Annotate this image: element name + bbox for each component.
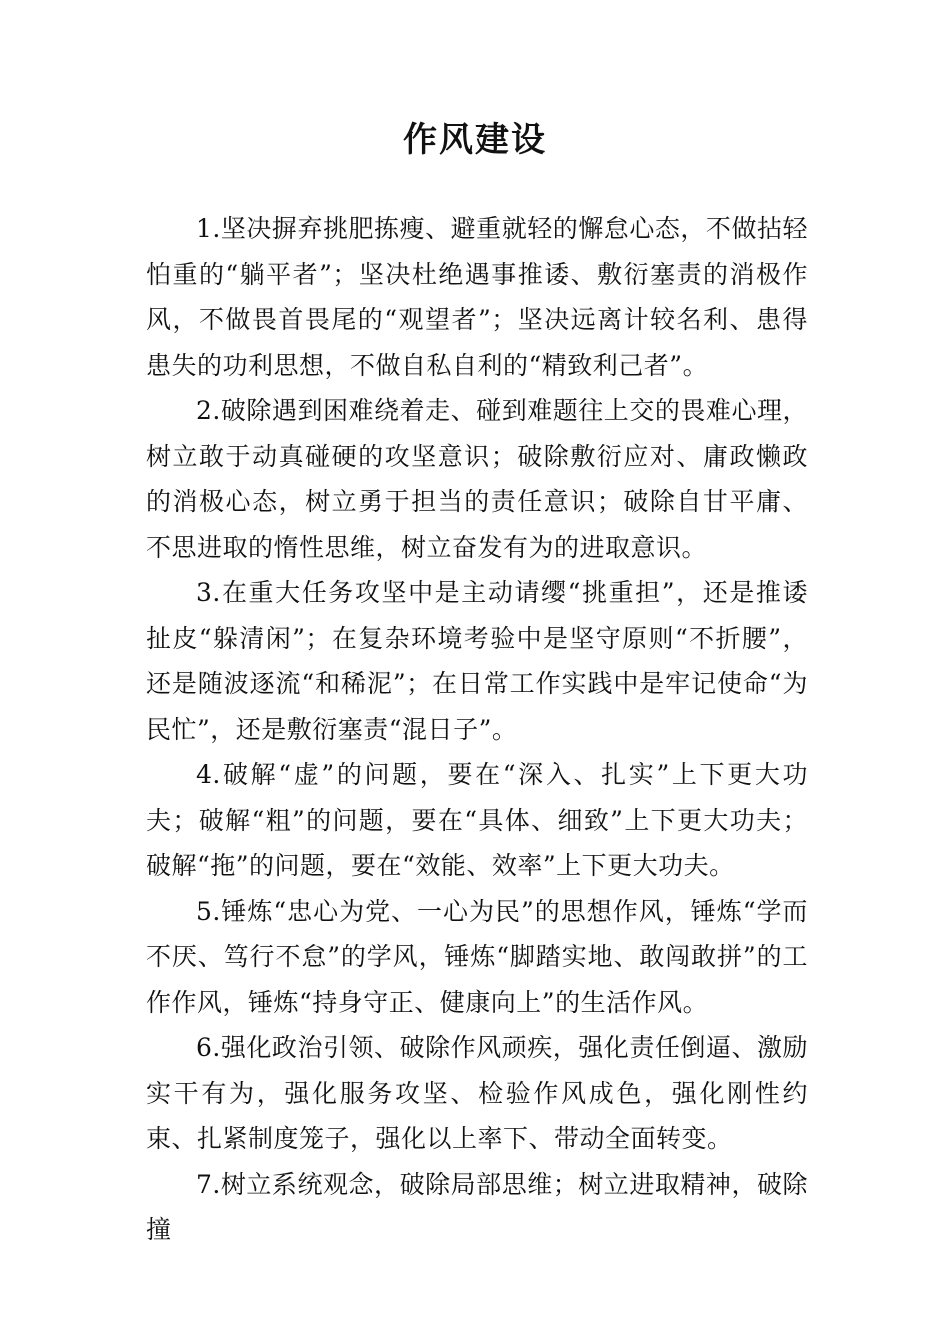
paragraph-6: 6.强化政治引领、破除作风顽疾，强化责任倒逼、激励实干有为，强化服务攻坚、检验作风成色，强化刚性约束、扎紧制度笼子，强化以上率下、带动全面转变。	[146, 1033, 808, 1153]
paragraph-5: 5.锤炼“忠心为党、一心为民”的思想作风，锤炼“学而不厌、笃行不怠”的学风，锤炼“脚踏实地、敢闯敢拼”的工作作风，锤炼“持身守正、健康向上”的生活作风。	[146, 896, 808, 1017]
paragraph-7: 7.树立系统观念，破除局部思维；树立进取精神，破除撞	[146, 1169, 808, 1244]
document-body	[146, 206, 808, 1253]
paragraph-1: 1.坚决摒弃挑肥拣瘦、避重就轻的懈怠心态，不做拈轻怕重的“躺平者”；坚决杜绝遇事推诿、敷衍塞责的消极作风，不做畏首畏尾的“观望者”；坚决远离计较名利、患得患失的功利思想，不做自私自利的“精致利己者”。	[146, 214, 808, 380]
document-title: 作风建设	[403, 120, 547, 160]
paragraph-2: 2.破除遇到困难绕着走、碰到难题往上交的畏难心理，树立敢于动真碰硬的攻坚意识；破除敷衍应对、庸政懒政的消极心态，树立勇于担当的责任意识；破除自甘平庸、不思进取的惰性思维，树立奋发有为的进取意识。	[146, 396, 808, 562]
paragraph-4: 4.破解“虚”的问题，要在“深入、扎实”上下更大功夫；破解“粗”的问题，要在“具体、细致”上下更大功夫；破解“拖”的问题，要在“效能、效率”上下更大功夫。	[146, 760, 808, 880]
paragraph-3: 3.在重大任务攻坚中是主动请缨“挑重担”，还是推诿扯皮“躲清闲”；在复杂环境考验中是坚守原则“不折腰”，还是随波逐流“和稀泥”；在日常工作实践中是牢记使命“为民忙”，还是敷衍塞责“混日子”。	[146, 578, 808, 744]
